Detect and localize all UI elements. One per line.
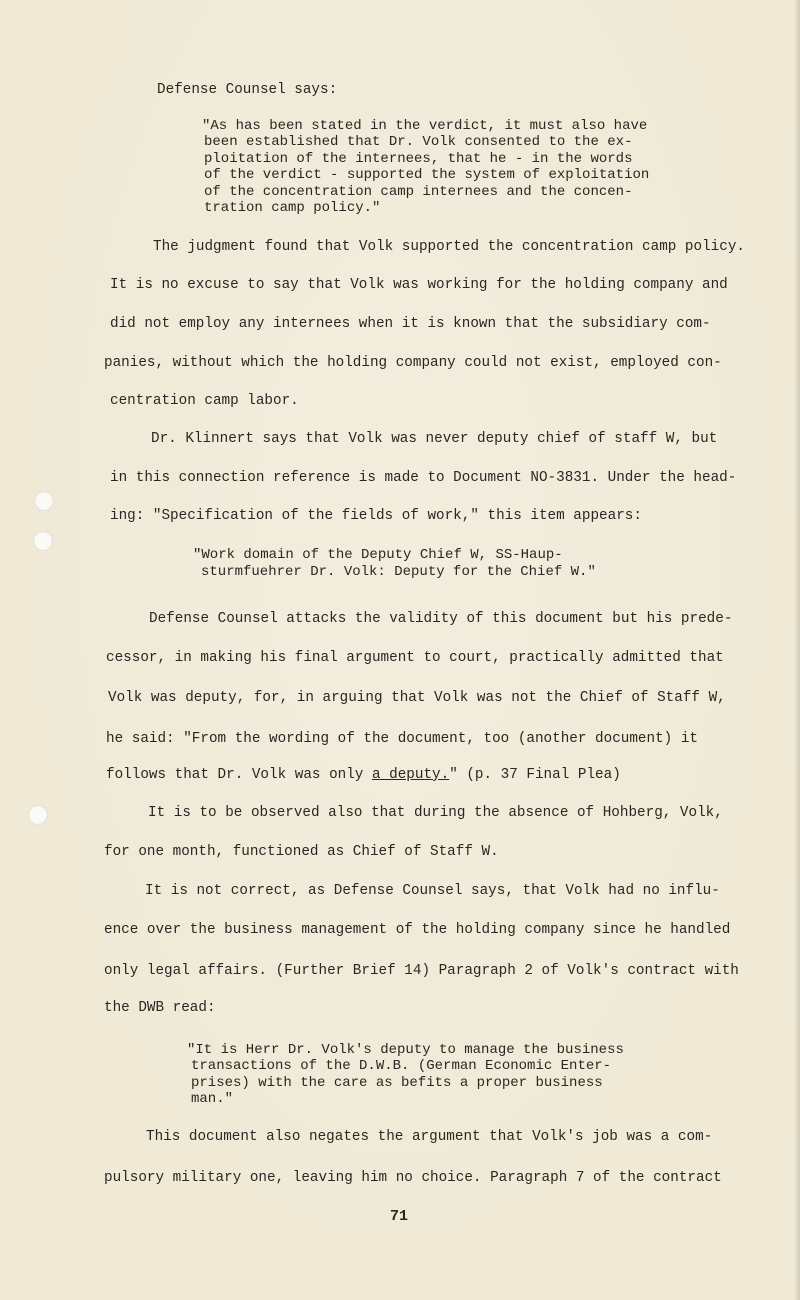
page-edge-shadow xyxy=(794,0,800,1300)
body-line: in this connection reference is made to Document NO-3831. Under the head- xyxy=(110,470,737,486)
quote-line: "It is Herr Dr. Volk's deputy to manage the business xyxy=(187,1042,624,1058)
quote-line: prises) with the care as befits a proper business xyxy=(191,1075,603,1091)
punch-hole xyxy=(33,531,53,551)
body-line: did not employ any internees when it is known that the subsidiary com- xyxy=(110,316,711,332)
body-line: panies, without which the holding company could not exist, employed con- xyxy=(104,355,722,371)
body-line: Dr. Klinnert says that Volk was never deputy chief of staff W, but xyxy=(151,431,718,447)
body-text: follows that Dr. Volk was only xyxy=(106,767,372,783)
quote-line: of the concentration camp internees and the concen- xyxy=(204,184,633,200)
quote-line: transactions of the D.W.B. (German Economic Enter- xyxy=(191,1058,612,1074)
body-line: centration camp labor. xyxy=(110,393,299,409)
page-number: 71 xyxy=(390,1208,409,1225)
body-line: Volk was deputy, for, in arguing that Volk was not the Chief of Staff W, xyxy=(108,690,726,706)
quote-line: tration camp policy." xyxy=(204,200,381,216)
body-line: The judgment found that Volk supported the concentration camp policy. xyxy=(153,239,745,255)
body-line: It is to be observed also that during the absence of Hohberg, Volk, xyxy=(148,805,723,821)
quote-line: man." xyxy=(191,1091,234,1107)
quote-line: "As has been stated in the verdict, it must also have xyxy=(202,118,648,134)
body-line: cessor, in making his final argument to court, practically admitted that xyxy=(106,650,724,666)
quote-line: ploitation of the internees, that he - in the words xyxy=(204,151,633,167)
punch-hole xyxy=(28,805,48,825)
body-line: ence over the business management of the holding company since he handled xyxy=(104,922,731,938)
punch-hole xyxy=(34,491,54,511)
body-line xyxy=(106,767,621,784)
body-line: the DWB read: xyxy=(104,1000,216,1016)
quote-line: sturmfuehrer Dr. Volk: Deputy for the Chief W." xyxy=(201,564,596,580)
body-line: ing: "Specification of the fields of work," this item appears: xyxy=(110,508,642,524)
quote-line: "Work domain of the Deputy Chief W, SS-Haup- xyxy=(193,547,563,563)
body-line: for one month, functioned as Chief of Staff W. xyxy=(104,844,499,860)
section-heading: Defense Counsel says: xyxy=(157,82,338,98)
quote-line: of the verdict - supported the system of exploitation xyxy=(204,167,650,183)
body-line: only legal affairs. (Further Brief 14) Paragraph 2 of Volk's contract with xyxy=(104,963,739,979)
body-line: pulsory military one, leaving him no choice. Paragraph 7 of the contract xyxy=(104,1170,722,1186)
body-line: It is no excuse to say that Volk was working for the holding company and xyxy=(110,277,728,293)
quote-line: been established that Dr. Volk consented to the ex- xyxy=(204,134,633,150)
body-line: It is not correct, as Defense Counsel says, that Volk had no influ- xyxy=(145,883,720,899)
body-line: This document also negates the argument that Volk's job was a com- xyxy=(146,1129,713,1145)
body-line: Defense Counsel attacks the validity of this document but his prede- xyxy=(149,611,733,627)
body-line: he said: "From the wording of the document, too (another document) it xyxy=(106,731,698,747)
underlined-text: a deputy. xyxy=(371,767,450,783)
body-text: " (p. 37 Final Plea) xyxy=(449,767,621,783)
